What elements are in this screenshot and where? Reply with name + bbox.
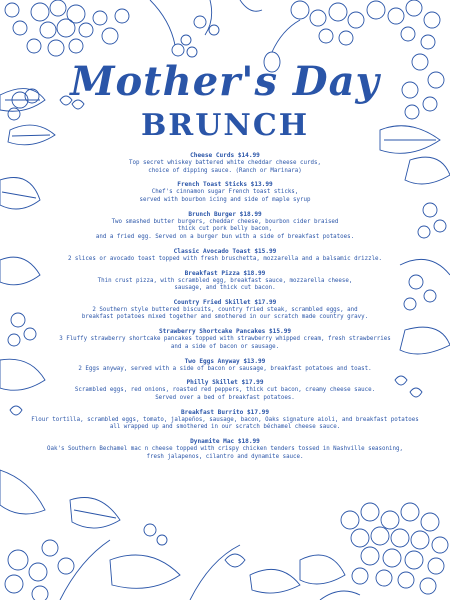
menu-item-name: Dynamite Mac $18.99 [190,438,260,446]
menu-item-description: 3 Fluffy strawberry shortcake pancakes topped with strawberry whipped cream, fresh strawberries and a side of bacon or sausage. [59,336,391,350]
menu-item-description: Oak's Southern Bechamel mac n cheese topped with crispy chicken tenders tossed in Nashville seasoning, fresh jalapenos, cilantro and dynamite sauce. [47,446,403,460]
menu-item [0,328,450,351]
menu-item-name: Cheese Curds $14.99 [190,152,260,159]
menu-item-description: Thin crust pizza, with scrambled egg, breakfast sauce, mozzarella cheese, sausage, and thick cut bacon. [97,277,353,292]
menu-item-description: Two smashed butter burgers, cheddar cheese, bourbon cider braised thick cut pork belly bacon, and a fried egg. Served on a burger bun with a side of breakfast potatoes. [95,218,355,240]
menu-item-description: 2 Eggs anyway, served with a side of bacon or sausage, breakfast potatoes and toast. [78,365,372,372]
menu-item-name: Philly Skillet $17.99 [186,379,264,387]
menu-item [0,152,450,175]
menu-item-name: Classic Avocado Toast $15.99 [173,247,277,255]
menu-item-name: Breakfast Burrito $17.99 [180,408,270,416]
menu-item-name: Brunch Burger $18.99 [188,210,262,218]
menu-item-name: French Toast Sticks $13.99 [177,181,273,189]
menu-item-description: Flour tortilla, scrambled eggs, tomato, jalapeños, sausage, bacon, Oaks signature aioli, and breakfast potatoes all wrapped up and smothered in our scratch béchamel cheese sauce. [31,416,419,431]
menu-item-description: Chef's cinnamon sugar French toast sticks, served with bourbon icing and side of maple syrup [139,189,311,203]
menu-item [0,248,450,264]
menu-item-description: 2 slices or avocado toast topped with fresh bruschetta, mozzarella and a balsamic drizzle. [67,255,383,262]
hydrangea-bottom-right [300,503,448,600]
menu-subtitle: BRUNCH [140,108,310,143]
menu-item [0,379,450,402]
menu-item [0,211,450,242]
menu-item-name: Breakfast Pizza $18.99 [184,269,266,277]
menu-item [0,409,450,432]
menu-item-name: Strawberry Shortcake Pancakes $15.99 [158,328,292,336]
menu-item-name: Two Eggs Anyway $13.99 [184,357,266,365]
menu-item [0,270,450,293]
menu-item-description: 2 Southern style buttered biscuits, country fried steak, scrambled eggs, and breakfast potatoes mixed together and smothered in our scratch made country gravy. [81,306,369,321]
menu-item-description: Scrambled eggs, red onions, roasted red peppers, thick cut bacon, creamy cheese sauce. Served over a bed of breakfast potatoes. [74,387,376,401]
menu-item-description: Top secret whiskey battered white cheddar cheese curds, choice of dipping sauce. (Ranch or Marinara) [129,160,321,174]
menu-item [0,181,450,204]
menu-item [0,438,450,461]
menu-item [0,358,450,374]
menu-items [0,152,450,468]
berries-bottom-left [0,470,180,600]
menu-item-name: Country Fried Skillet $17.99 [173,298,277,306]
hydrangea-top-left [5,0,129,56]
flowers-bottom-center [144,524,300,600]
menu-title: Mother's Day [70,58,380,105]
menu-item [0,299,450,322]
